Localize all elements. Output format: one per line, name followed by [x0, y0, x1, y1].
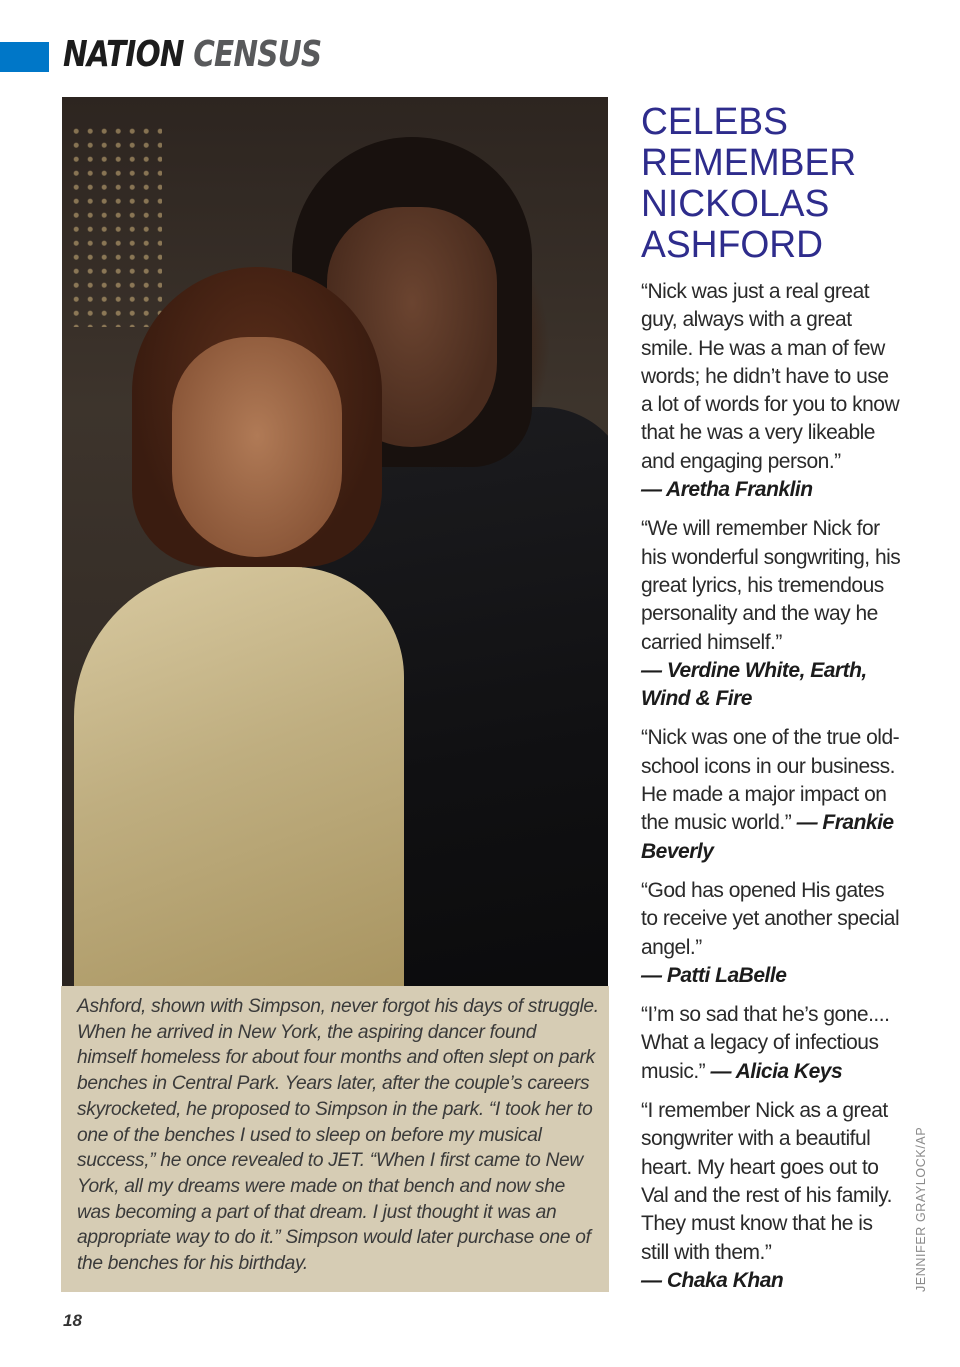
quote-attribution: — Verdine White, Earth, Wind & Fire [641, 658, 867, 711]
photo-woman-face [172, 337, 342, 557]
quote-attribution: — Patti LaBelle [641, 963, 787, 987]
photo-credit: JENNIFER GRAYLOCK/AP [914, 1126, 928, 1292]
photo-woman-jacket [74, 567, 404, 986]
quote-text: “I remember Nick as a great songwriter with a beautiful heart. My heart goes out to Val and the rest of his family. They must know that he is still with them.” [641, 1099, 893, 1264]
page-number: 18 [63, 1311, 82, 1330]
section-title-nation: NATION [63, 34, 184, 75]
quote-chaka-khan [641, 1097, 903, 1295]
quote-patti-labelle [641, 877, 903, 990]
quote-frankie-beverly [641, 724, 903, 865]
headline: CELEBS REMEMBER NICKOLAS ASHFORD [641, 101, 857, 266]
quote-attribution: — Alicia Keys [710, 1059, 843, 1083]
photo-caption: Ashford, shown with Simpson, never forgot his days of struggle. When he arrived in New York, the aspiring dancer found himself homeless for about four months and often slept on park benches in Central Park. Years later, after the couple’s careers skyrocketed, he proposed to Simpson in the park. “I took her to one of the benches I used to sleep on before my musical success,” he once revealed to JET. “When I first came to New York, all my dreams were made on that bench and now she was becoming a part of that dream. I just thought it was an appropriate way to do it.” Simpson would later purchase one of the benches for his birthday. [61, 986, 609, 1292]
section-title [63, 34, 321, 75]
quote-attribution: — Aretha Franklin [641, 478, 813, 502]
quote-attribution: — Frankie Beverly [641, 811, 894, 863]
section-title-census: CENSUS [193, 34, 322, 75]
quote-alicia-keys [641, 1001, 903, 1086]
quote-text: “I’m so sad that he’s gone.... What a legacy of infectious music.” [641, 1003, 890, 1083]
quote-text: “We will remember Nick for his wonderful songwriting, his great lyrics, his tremendous personality and the way he carried himself.” [641, 517, 901, 654]
quote-verdine-white [641, 515, 903, 713]
quote-aretha-franklin [641, 278, 903, 504]
section-color-bar [0, 42, 49, 72]
quote-attribution: — Chaka Khan [641, 1268, 784, 1292]
photo-background-lights [72, 127, 162, 327]
article-photo [62, 97, 608, 986]
quote-text: “Nick was just a real great guy, always with a great smile. He was a man of few words; he didn’t have to use a lot of words for you to know that he was a very likeable and engaging person.” [641, 280, 900, 473]
quote-text: “Nick was one of the true old-school icons in our business. He made a major impact on the music world.” [641, 726, 900, 835]
quote-text: “God has opened His gates to receive yet another special angel.” [641, 878, 900, 959]
quotes-column [641, 278, 903, 1306]
